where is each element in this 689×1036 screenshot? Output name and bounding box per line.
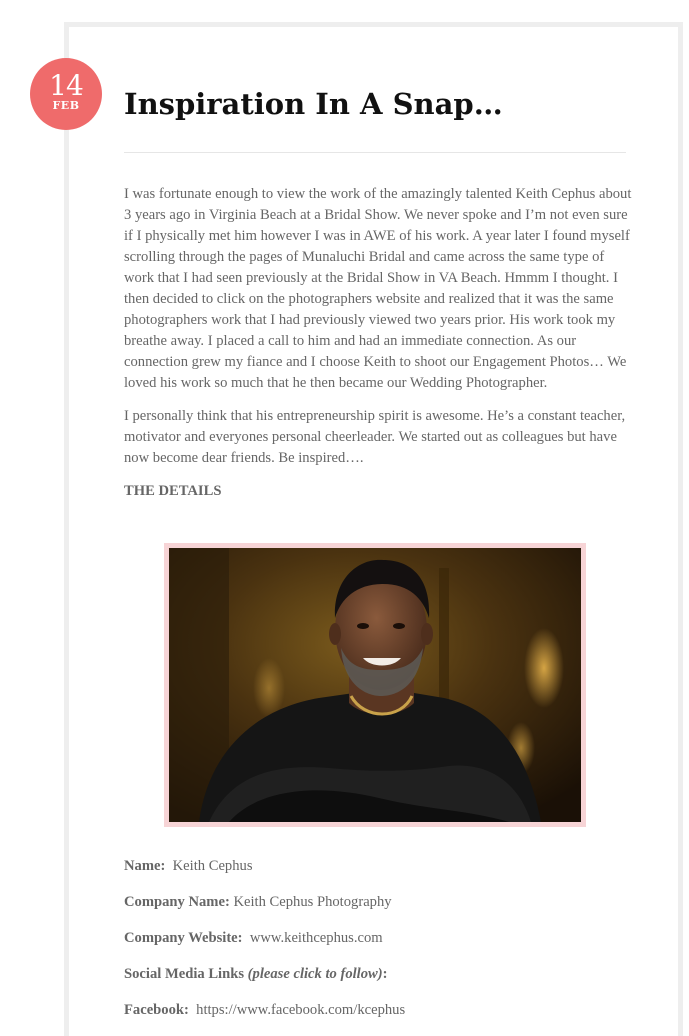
post-body [124,184,632,514]
date-day: 14 [49,69,83,102]
detail-company-label: Company Name: [124,894,230,910]
detail-company-value: Keith Cephus Photography [233,894,392,910]
title-divider [124,152,626,153]
portrait-image [169,548,581,822]
detail-company [124,892,392,913]
detail-facebook-label: Facebook: [124,1002,189,1018]
detail-social-colon: : [382,966,388,982]
detail-website-link[interactable]: www.keithcephus.com [249,930,383,946]
detail-name [124,856,253,877]
post-container [64,22,683,1036]
post-title[interactable]: Inspiration In A Snap… [124,87,503,121]
detail-website-label: Company Website: [124,930,243,946]
post-paragraph-1: I was fortunate enough to view the work of the amazingly talented Keith Cephus about 3 years ago in Virginia Beach at a Bridal Show. We never spoke and I’m not even sure if I physically met him however I was in AWE of his work. A year later I found myself scrolling through the pages of Munaluchi Bridal and came across the same type of work that I had seen previously at the Bridal Show in VA Beach. Hmmm I thought. I then decided to click on the photographers website and realized that it was the same photographers work that I had previously viewed two years prior. His work took my breathe away. I placed a call to him and had an immediate connection. As our connection grew my fiance and I choose Keith to shoot our Engagement Photos… We loved his work so much that he then became our Wedding Photographer. [124,186,632,391]
detail-facebook [124,1000,405,1021]
detail-social-label: Social Media Links [124,966,248,982]
details-heading: THE DETAILS [124,483,222,499]
detail-name-value: Keith Cephus [172,858,253,874]
detail-social [124,964,388,985]
detail-website [124,928,383,949]
detail-facebook-link[interactable]: https://www.facebook.com/kcephus [196,1002,406,1018]
date-month: FEB [52,99,80,112]
post-paragraph-2: I personally think that his entrepreneurship spirit is awesome. He’s a constant teacher, motivator and everyones personal cheerleader. We started out as colleagues but have now become dear friends. Be inspired…. [124,408,626,466]
date-badge [30,58,102,130]
portrait-photo[interactable] [164,543,586,827]
detail-social-note: (please click to follow) [247,966,383,982]
detail-name-label: Name: [124,858,166,874]
